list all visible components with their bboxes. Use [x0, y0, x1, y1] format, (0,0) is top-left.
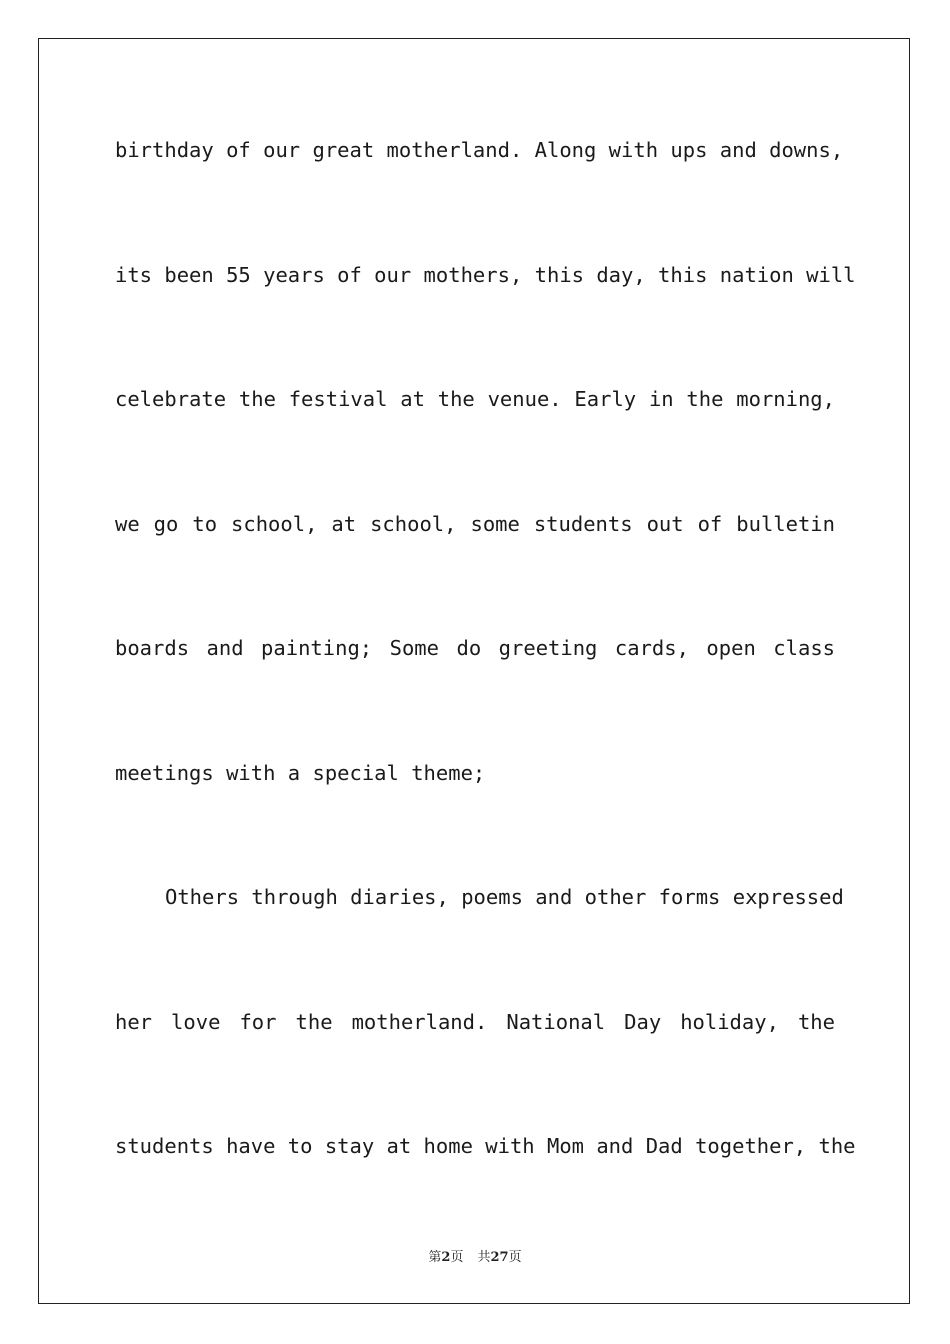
text-line: boards and painting; Some do greeting cards, open class — [115, 636, 835, 660]
text-line: its been 55 years of our mothers, this day, this nation will — [115, 262, 856, 287]
page-footer — [0, 1246, 950, 1265]
text-line: birthday of our great motherland. Along with ups and downs, — [115, 138, 844, 162]
total-suffix: 页 — [508, 1250, 522, 1265]
page-number: 2 — [441, 1250, 451, 1265]
text-line: students have to stay at home with Mom and Dad together, the — [115, 1134, 856, 1158]
body-text — [115, 128, 856, 1249]
text-line: meetings with a special theme; — [115, 760, 486, 785]
page-prefix: 第 — [428, 1250, 442, 1265]
text-line: her love for the motherland. National Day holiday, the — [115, 1009, 835, 1034]
text-line: celebrate the festival at the venue. Early in the morning, — [115, 387, 835, 411]
total-pages: 27 — [490, 1250, 509, 1265]
paragraph-start-line: Others through diaries, poems and other forms expressed — [165, 885, 844, 909]
text-line: we go to school, at school, some students out of bulletin — [115, 511, 835, 536]
total-prefix: 共 — [477, 1250, 491, 1265]
page-suffix: 页 — [450, 1250, 464, 1265]
